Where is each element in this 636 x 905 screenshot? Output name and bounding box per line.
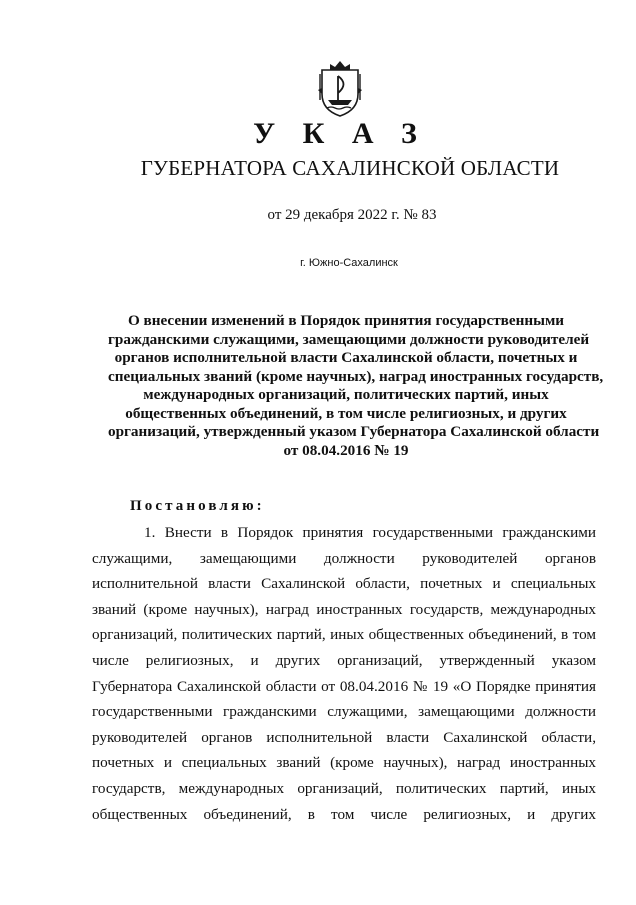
- body-line: Губернатора Сахалинской области от 08.04.2016 № 19 «О Порядке принятия: [92, 677, 596, 695]
- decree-subject: [108, 312, 604, 460]
- body-line: руководителей органов исполнительной власти Сахалинской области,: [92, 728, 596, 746]
- body-line: служащими, замещающими должности руководителей органов: [92, 549, 596, 567]
- body-line: государственными гражданскими служащими, замещающими должности: [92, 703, 596, 721]
- date-and-number: от 29 декабря 2022 г. № 83: [267, 207, 437, 223]
- sakhalin-coat-of-arms-icon: [318, 60, 362, 118]
- subject-line: специальных званий (кроме научных), наград иностранных государств,: [108, 367, 604, 385]
- body-line: общественных объединений, в том числе религиозных, и других: [92, 805, 596, 823]
- decree-heading: Постановляю:: [130, 498, 265, 514]
- body-line: числе религиозных, и других организаций, утвержденный указом: [92, 651, 596, 669]
- subject-line: международных организаций, политических партий, иных: [143, 386, 549, 403]
- body-line: званий (кроме научных), наград иностранных государств, международных: [92, 600, 596, 618]
- city-name: г. Южно-Сахалинск: [300, 257, 398, 269]
- decree-body: [92, 520, 596, 827]
- subject-line: гражданскими служащими, замещающими должности руководителей: [108, 330, 590, 348]
- subject-line: от 08.04.2016 № 19: [283, 441, 409, 459]
- subject-line: организаций, утвержденный указом Губернатора Сахалинской области: [108, 423, 600, 440]
- subject-line: органов исполнительной власти Сахалинской области, почетных и: [114, 349, 578, 366]
- issuer-title: ГУБЕРНАТОРА САХАЛИНСКОЙ ОБЛАСТИ: [140, 156, 560, 180]
- body-line: 1. Внести в Порядок принятия государственными гражданскими: [144, 524, 596, 541]
- document-type-title: У К А З: [253, 117, 427, 150]
- body-line: организаций, политических партий, иных общественных объединений, в том: [92, 626, 596, 644]
- subject-line: О внесении изменений в Порядок принятия государственными: [127, 312, 565, 329]
- body-line: государств, международных организаций, политических партий, иных: [92, 779, 596, 797]
- body-line: исполнительной власти Сахалинской области, почетных и специальных: [92, 575, 596, 593]
- body-line: почетных и специальных званий (кроме научных), наград иностранных: [92, 754, 596, 772]
- subject-line: общественных объединений, в том числе религиозных, и других: [125, 404, 567, 422]
